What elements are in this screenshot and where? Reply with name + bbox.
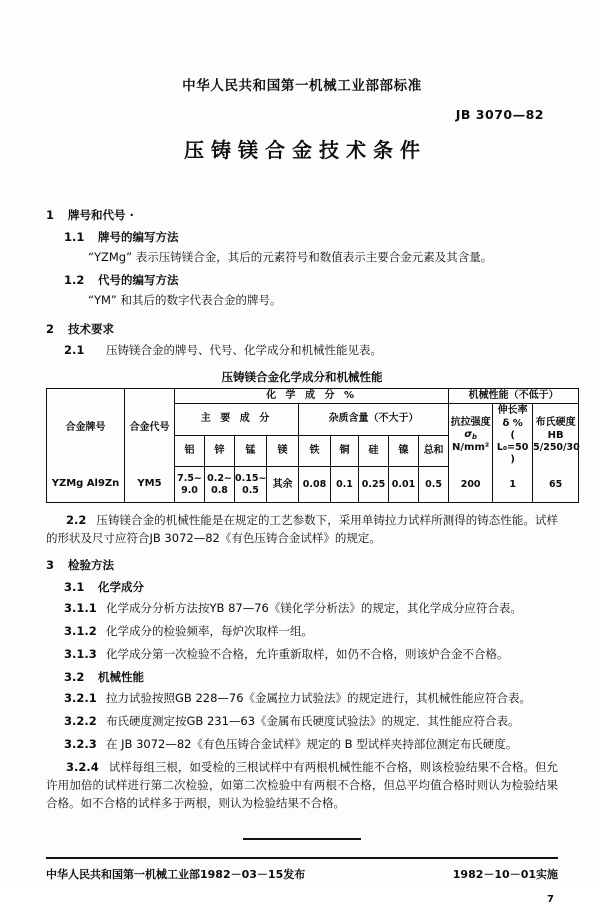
th-brinell-hardness	[533, 404, 579, 467]
clause-number-3-1-2: 3.1.2	[64, 623, 97, 638]
paragraph-3-2-4	[46, 759, 558, 812]
page-content	[46, 0, 580, 905]
section-heading-1-2	[64, 272, 558, 288]
table-row	[47, 467, 579, 503]
clause-number-3-2-2: 3.2.2	[64, 714, 97, 729]
section-heading-3-1	[64, 579, 558, 595]
th-hardness-symbol: HB	[547, 429, 564, 441]
section-number-1-1: 1.1	[64, 230, 85, 244]
th-element-ni: 镍	[389, 435, 419, 467]
th-element-cu: 铜	[331, 435, 359, 467]
cell-tensile: 200	[449, 467, 493, 503]
section-title-3-1: 化学成分	[98, 580, 144, 594]
section-number-3: 3	[46, 558, 55, 572]
cell-hardness: 65	[533, 467, 579, 503]
clause-text-3-2-4: 试样每组三根，如受检的三根试样中有两根机械性能不合格，则该检验结果不合格。但允许用加倍的试样进行第二次检验，如第二次检验中有两根不合格，但总平均值合格时则认为检验结果合格。如不合格的试样多于两根，则认为检验结果不合格。	[46, 759, 558, 810]
clause-text-2-2: 压铸镁合金的机械性能是在规定的工艺参数下，采用单铸拉力试样所测得的铸态性能。试样的形状及尺寸应符合JB 3072—82《有色压铸合金试样》的规定。	[46, 513, 558, 546]
cell-elongation: 1	[493, 467, 533, 503]
paragraph-3-1-3	[64, 646, 558, 664]
table-group-header-row	[47, 388, 579, 404]
th-elongation-unit: ( L₀=50 )	[496, 430, 529, 465]
th-chemical-composition: 化 学 成 分 %	[175, 388, 449, 404]
clause-number-3-2-1: 3.2.1	[64, 691, 97, 706]
clause-text-3-1-2: 化学成分的检验频率，每炉次取样一组。	[106, 623, 313, 638]
th-elongation	[493, 404, 533, 467]
th-element-fe: 铁	[299, 435, 331, 467]
section-divider-rule	[243, 838, 361, 840]
section-title-3-2: 机械性能	[98, 670, 144, 685]
clause-text-3-2-1: 拉力试验按照GB 228—76《金属拉力试验法》的规定进行，其机械性能应符合表。	[106, 691, 532, 706]
table-caption: 压铸镁合金化学成分和机械性能	[221, 369, 383, 384]
clause-text-2-1: 压铸镁合金的牌号、代号、化学成分和机械性能见表。	[106, 342, 382, 357]
th-element-mn: 锰	[235, 435, 267, 467]
paragraph-3-2-1	[64, 690, 558, 708]
clause-text-3-1-1: 化学成分分析方法按YB 87—76《镁化学分析法》的规定，其化学成分应符合表。	[106, 601, 522, 615]
cell-cu: 0.1	[331, 467, 359, 503]
clause-number-3-2-3: 3.2.3	[64, 737, 97, 752]
th-elongation-name: 伸长率	[497, 405, 528, 417]
section-heading-3	[46, 557, 558, 573]
th-impurity-content: 杂质含量（不大于）	[299, 404, 449, 436]
section-heading-1-1	[64, 229, 558, 245]
page-footer	[46, 866, 558, 882]
th-elongation-symbol: δ %	[502, 417, 523, 429]
document-body	[46, 207, 580, 812]
clause-number-3-1-1: 3.1.1	[64, 601, 97, 615]
th-element-al: 铝	[175, 435, 205, 467]
section-title-1: 牌号和代号 ·	[68, 208, 134, 222]
footer-issue-statement: 中华人民共和国第一机械工业部1982－03－15发布	[46, 867, 306, 881]
paragraph-3-1-2	[64, 623, 558, 641]
footer-effective-date: 1982－10－01实施	[452, 867, 558, 881]
th-element-total: 总和	[419, 435, 449, 467]
clause-number-3-1-3: 3.1.3	[64, 646, 97, 661]
paragraph-1-1: “YZMg” 表示压铸镁合金，其后的元素符号和数值表示主要合金元素及其含量。	[88, 250, 493, 264]
paragraph-2-2	[46, 512, 558, 548]
cell-code: YM5	[125, 467, 175, 503]
section-number-2: 2	[46, 321, 55, 336]
th-grade: 合金牌号	[47, 388, 125, 467]
th-code: 合金代号	[125, 388, 175, 467]
section-number-3-2: 3.2	[64, 670, 85, 685]
th-tensile-strength	[449, 404, 493, 467]
document-title: 压铸镁合金技术条件	[184, 138, 427, 162]
section-title-1-2: 代号的编写方法	[98, 273, 179, 288]
section-title-2: 技术要求	[68, 321, 114, 336]
paragraph-3-1-1	[64, 600, 558, 618]
clause-number-2-1: 2.1	[64, 342, 85, 357]
th-mechanical-properties: 机械性能（不低于）	[449, 388, 579, 404]
th-hardness-name: 布氏硬度	[535, 417, 576, 429]
paragraph-3-2-2	[64, 713, 558, 731]
th-element-zn: 锌	[205, 435, 235, 467]
th-tensile-unit: N/mm²	[452, 441, 490, 453]
issuing-organization: 中华人民共和国第一机械工业部部标准	[182, 78, 422, 94]
section-number-1: 1	[46, 208, 55, 222]
cell-mg: 其余	[267, 467, 299, 503]
th-main-composition: 主 要 成 分	[175, 404, 299, 436]
clause-number-3-2-4: 3.2.4	[66, 759, 99, 774]
section-heading-2	[46, 321, 558, 337]
th-tensile-symbol: $\sigma_b$	[464, 429, 478, 442]
th-hardness-unit: 5/250/30	[533, 442, 580, 454]
paragraph-2-1	[64, 342, 558, 360]
section-title-1-1: 牌号的编写方法	[98, 230, 179, 244]
cell-grade: YZMg Al9Zn	[47, 467, 125, 503]
section-heading-3-2	[64, 669, 558, 685]
cell-ni: 0.01	[389, 467, 419, 503]
cell-al: 7.5~ 9.0	[175, 467, 205, 503]
th-tensile-name: 抗拉强度	[450, 416, 491, 428]
cell-zn: 0.2~ 0.8	[205, 467, 235, 503]
clause-text-3-2-3: 在 JB 3072—82《有色压铸合金试样》规定的 B 型试样夹持部位测定布氏硬度。	[106, 737, 518, 752]
clause-text-3-2-2: 布氏硬度测定按GB 231—63《金属布氏硬度试验法》的规定．其性能应符合表。	[106, 714, 520, 729]
section-number-1-2: 1.2	[64, 273, 85, 288]
section-title-3: 检验方法	[68, 558, 114, 572]
page-number: 7	[547, 893, 554, 905]
cell-si: 0.25	[359, 467, 389, 503]
section-heading-1	[46, 207, 558, 223]
standard-number: JB 3070—82	[455, 107, 544, 122]
alloy-spec-table	[46, 388, 579, 504]
section-number-3-1: 3.1	[64, 580, 85, 594]
paragraph-1-2: “YM” 和其后的数字代表合金的牌号。	[88, 293, 282, 308]
cell-fe: 0.08	[299, 467, 331, 503]
th-element-mg: 镁	[267, 435, 299, 467]
footer-divider-rule	[46, 857, 558, 859]
cell-mn: 0.15~ 0.5	[235, 467, 267, 503]
th-element-si: 硅	[359, 435, 389, 467]
clause-text-3-1-3: 化学成分第一次检验不合格，允许重新取样，如仍不合格，则该炉合金不合格。	[106, 646, 509, 661]
cell-total: 0.5	[419, 467, 449, 503]
clause-number-2-2: 2.2	[66, 513, 87, 528]
paragraph-3-2-3	[64, 736, 558, 754]
